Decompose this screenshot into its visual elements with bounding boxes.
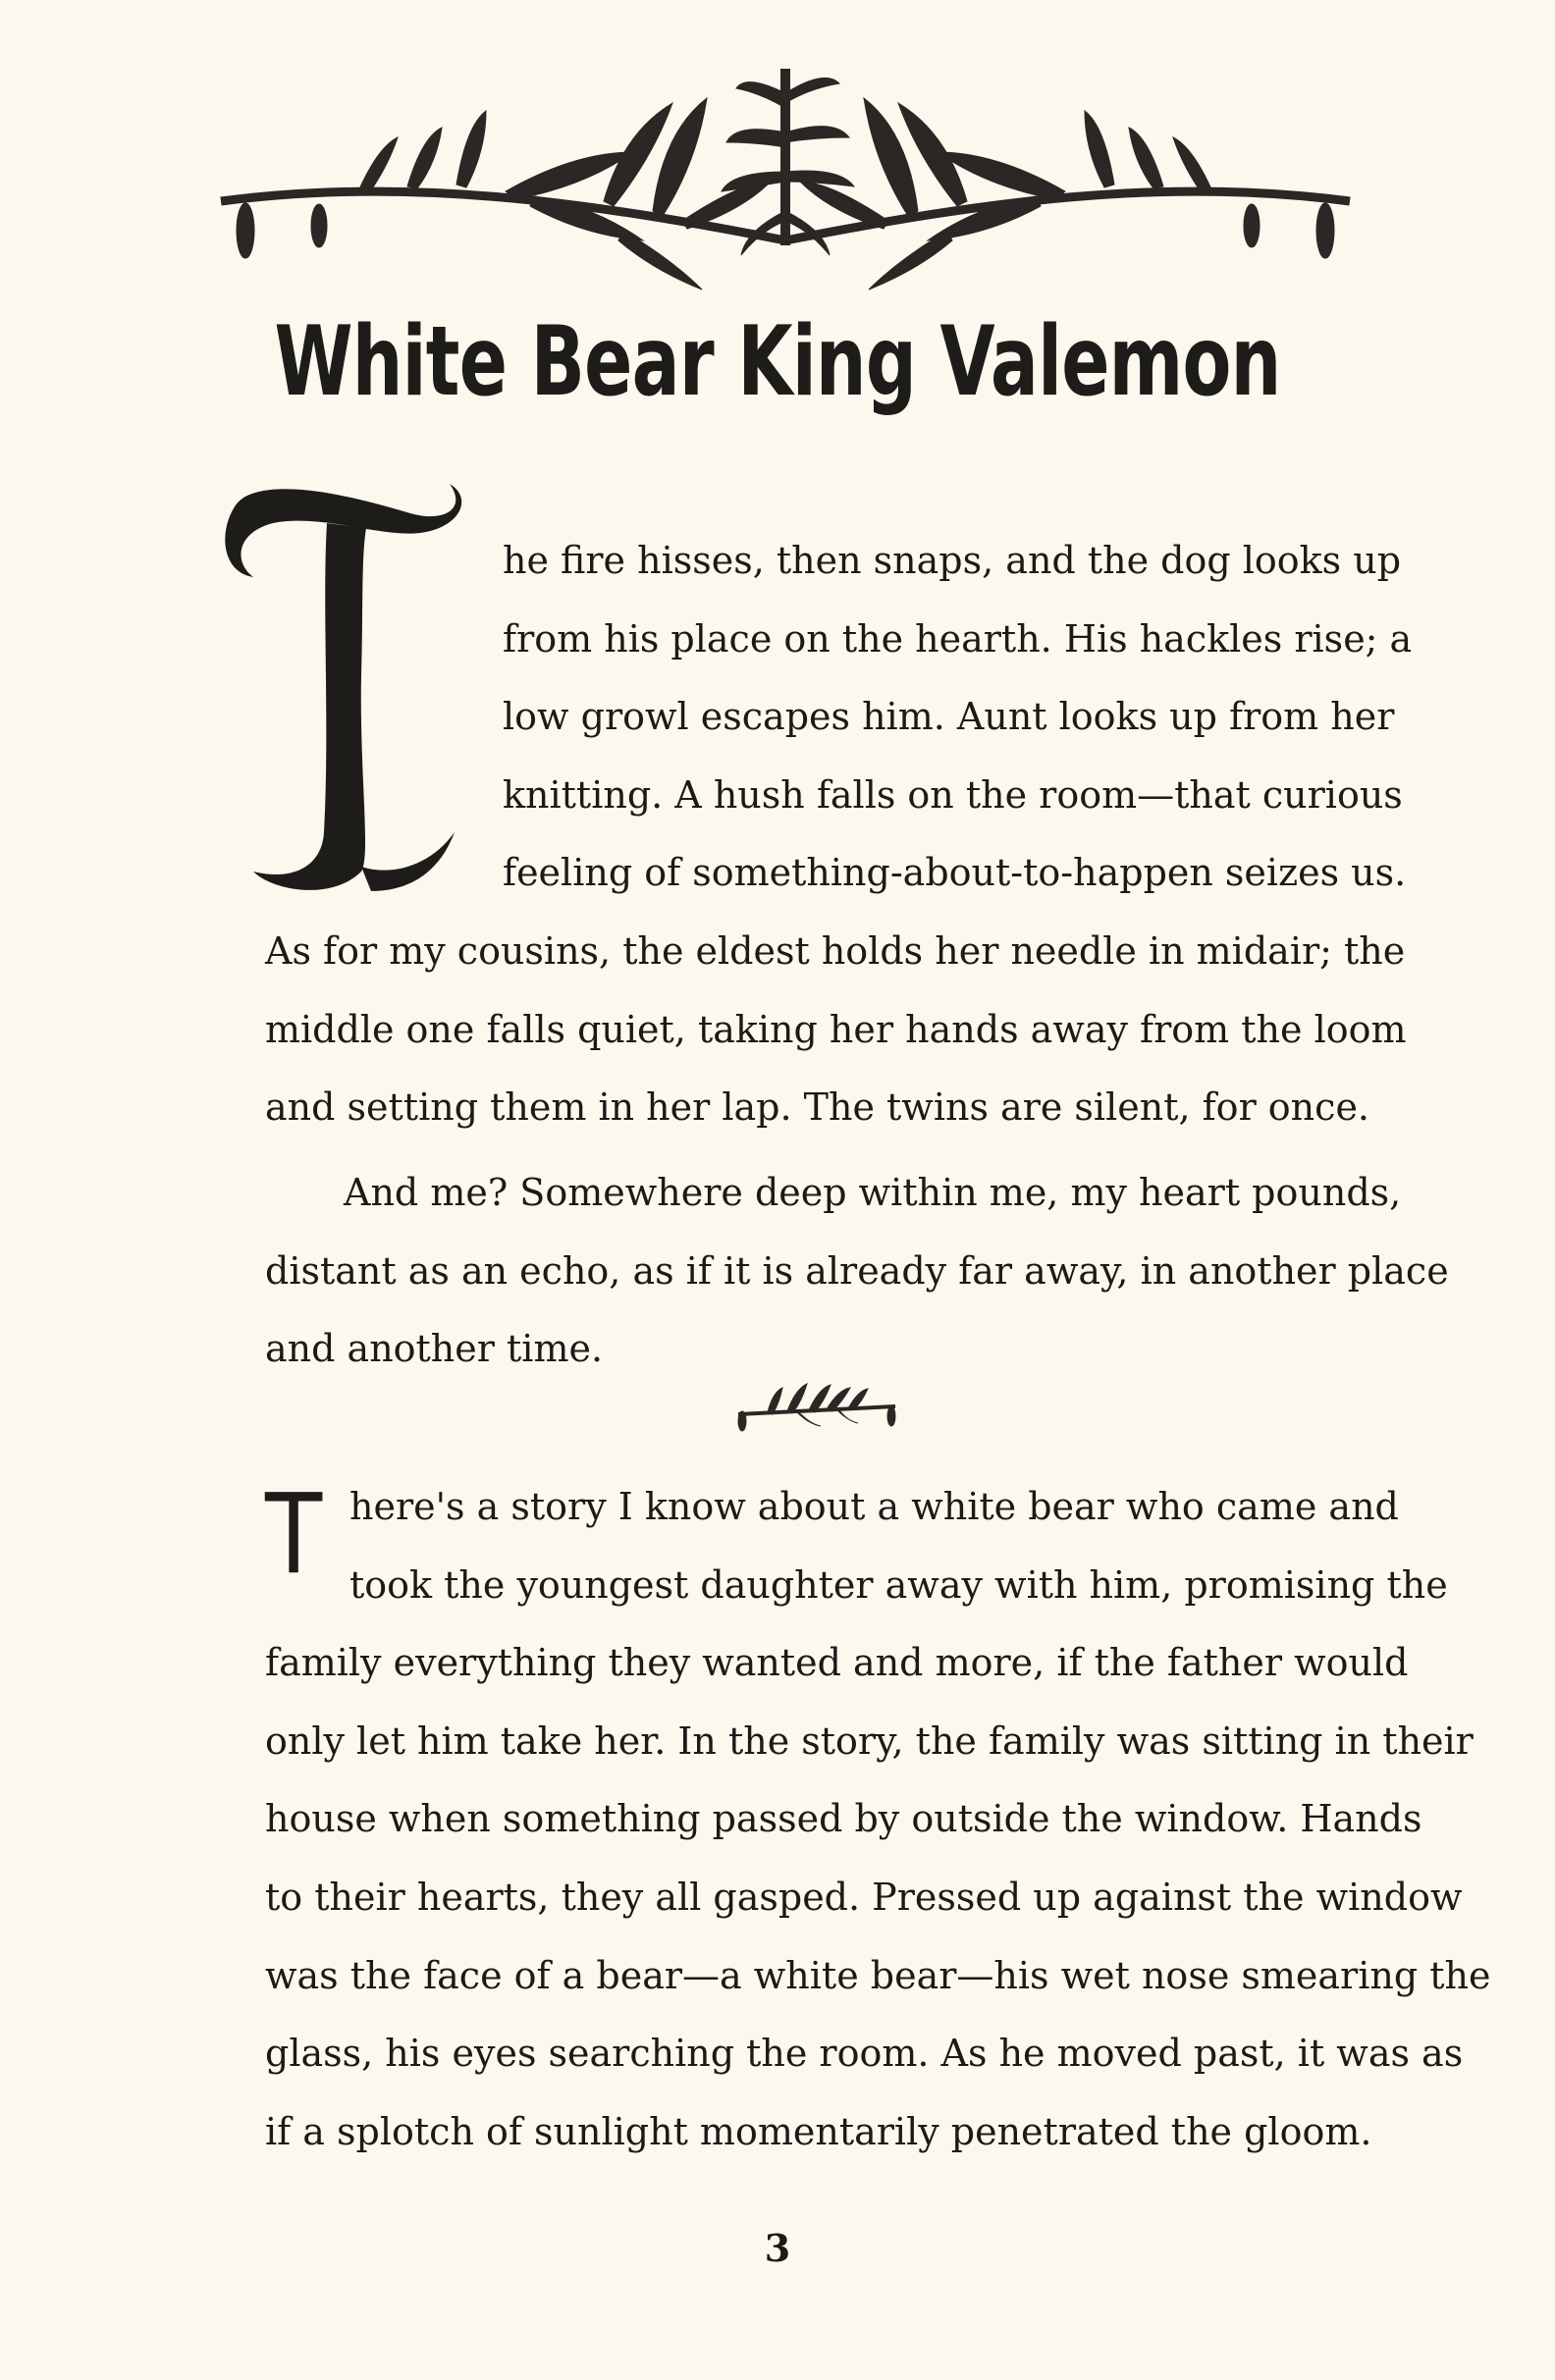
page-number: 3 (764, 2226, 791, 2270)
paragraph-line: took the youngest daughter away with him, promising the (349, 1562, 1448, 1607)
paragraph-line: to their hearts, they all gasped. Pressed up against the window (265, 1875, 1463, 1919)
paragraph-line: As for my cousins, the eldest holds her needle in midair; the (265, 928, 1406, 973)
paragraph-line: glass, his eyes searching the room. As he moved past, it was as (265, 2032, 1464, 2076)
paragraph-line: house when something passed by outside the window. Hands (265, 1797, 1422, 1841)
paragraph-line: if a splotch of sunlight momentarily penetrated the gloom. (265, 2109, 1372, 2153)
paragraph-line: feeling of something-about-to-happen seizes us. (503, 851, 1407, 895)
paragraph-line: from his place on the hearth. His hackles rise; a (503, 616, 1413, 661)
paragraph-line: distant as an echo, as if it is already far away, in another place (265, 1248, 1449, 1293)
paragraph-3 (265, 1468, 1491, 2171)
paragraph-line: and another time. (265, 1327, 604, 1371)
chapter-title: White Bear King Valemon (274, 306, 1281, 418)
paragraph-line: low growl escapes him. Aunt looks up from her (503, 695, 1395, 739)
paragraph-line: And me? Somewhere deep within me, my heart pounds, (344, 1171, 1402, 1214)
sprig-ornament-icon (728, 1377, 905, 1436)
paragraph-line: knitting. A hush falls on the room—that curious (503, 772, 1403, 817)
paragraph-line: only let him take her. In the story, the family was sitting in their (265, 1719, 1474, 1763)
paragraph-line: he fire hisses, then snaps, and the dog looks up (503, 539, 1402, 582)
drop-cap-small: T (265, 1471, 323, 1599)
paragraph-line: middle one falls quiet, taking her hands away from the loom (265, 1007, 1407, 1051)
paragraph-line: here's a story I know about a white bear who came and (349, 1485, 1399, 1528)
paragraph-1 (265, 522, 1413, 1147)
paragraph-2 (265, 1154, 1449, 1389)
paragraph-line: and setting them in her lap. The twins are silent, for once. (265, 1085, 1370, 1130)
vine-ornament-icon (211, 54, 1360, 309)
paragraph-line: was the face of a bear—a white bear—his wet nose smearing the (265, 1953, 1491, 1997)
paragraph-line: family everything they wanted and more, if the father would (265, 1641, 1409, 1685)
